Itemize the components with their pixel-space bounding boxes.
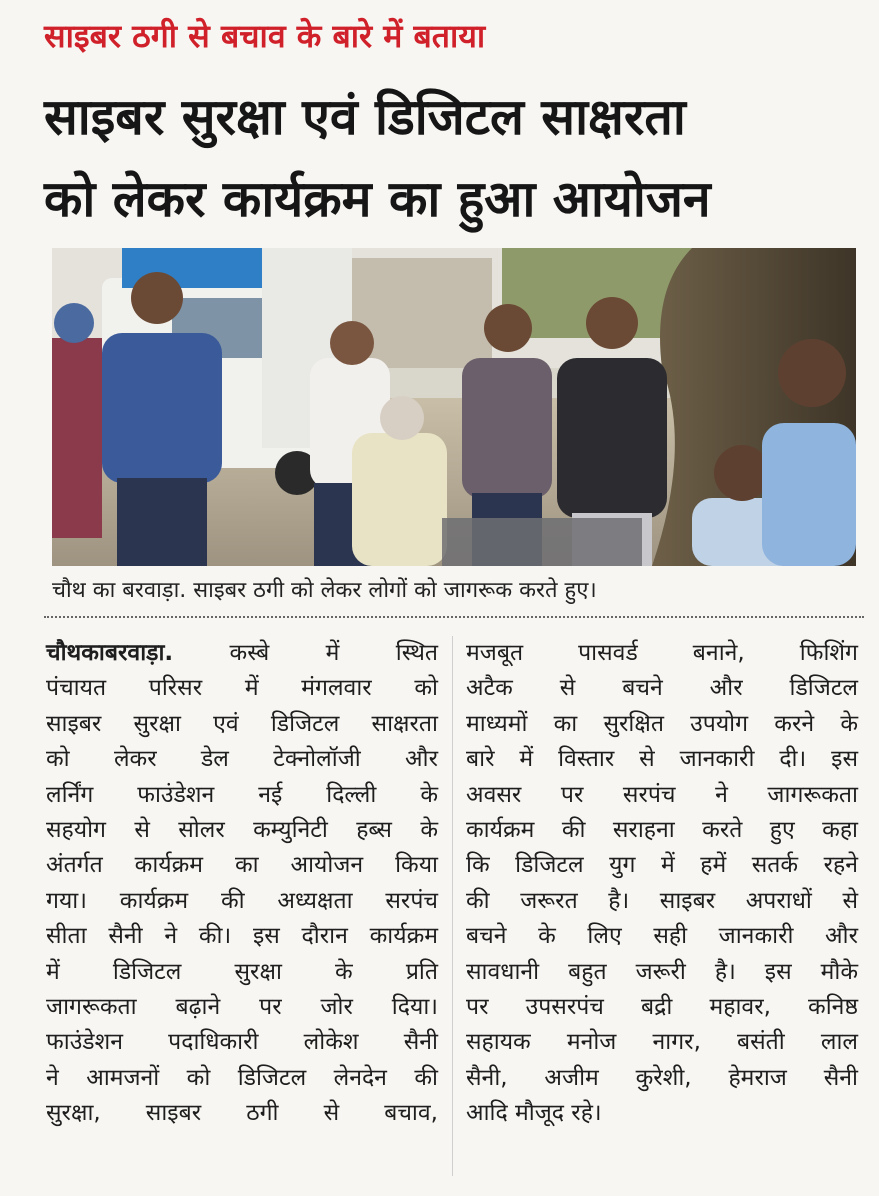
body-line: साइबर सुरक्षा एवं डिजिटल साक्षरता <box>46 710 438 737</box>
body-line: मजबूत पासवर्ड बनाने, फिशिंग <box>466 640 858 666</box>
article-body-right-column <box>466 636 858 1132</box>
body-line: गया। कार्यक्रम की अध्यक्षता सरपंच <box>46 887 438 914</box>
body-line: फाउंडेशन पदाधिकारी लोकेश सैनी <box>46 1029 438 1056</box>
kicker-subheadline: साइबर ठगी से बचाव के बारे में बताया <box>44 17 486 55</box>
body-line: पंचायत परिसर में मंगलवार को <box>46 675 438 702</box>
body-line: ने आमजनों को डिजिटल लेनदेन की <box>46 1064 438 1091</box>
body-line: सहायक मनोज नागर, बसंती लाल <box>466 1029 858 1056</box>
body-line: अटैक से बचने और डिजिटल <box>466 675 858 702</box>
body-line <box>46 636 438 671</box>
headline <box>44 76 864 240</box>
body-line-text: कस्बे में स्थित <box>173 640 438 666</box>
body-line: लर्निंग फाउंडेशन नई दिल्ली के <box>46 781 438 808</box>
body-line: बचने के लिए सही जानकारी और <box>466 923 858 950</box>
body-line: सीता सैनी ने की। इस दौरान कार्यक्रम <box>46 923 438 950</box>
article-body-left-column <box>46 636 438 1132</box>
column-divider <box>452 636 453 1176</box>
body-line: सहयोग से सोलर कम्युनिटी हब्स के <box>46 817 438 844</box>
dateline: चौथकाबरवाड़ा. <box>46 640 174 666</box>
news-photo <box>52 248 856 566</box>
body-line: सावधानी बहुत जरूरी है। इस मौके <box>466 958 858 985</box>
body-line: अंतर्गत कार्यक्रम का आयोजन किया <box>46 852 438 879</box>
news-photo-illustration <box>52 248 856 566</box>
body-line: बारे में विस्तार से जानकारी दी। इस <box>466 746 858 773</box>
headline-line-2: को लेकर कार्यक्रम का हुआ आयोजन <box>44 170 711 228</box>
headline-line-1: साइबर सुरक्षा एवं डिजिटल साक्षरता <box>44 88 686 146</box>
body-line: जागरूकता बढ़ाने पर जोर दिया। <box>46 994 438 1021</box>
body-line: अवसर पर सरपंच ने जागरूकता <box>466 781 858 808</box>
body-line: कार्यक्रम की सराहना करते हुए कहा <box>466 817 858 844</box>
body-line: की जरूरत है। साइबर अपराधों से <box>466 887 858 914</box>
body-line: पर उपसरपंच बद्री महावर, कनिष्ठ <box>466 994 858 1021</box>
caption-divider <box>44 616 864 618</box>
body-line: सुरक्षा, साइबर ठगी से बचाव, <box>46 1100 438 1127</box>
body-line: आदि मौजूद रहे। <box>466 1100 602 1127</box>
photo-caption: चौथ का बरवाड़ा. साइबर ठगी को लेकर लोगों को जागरूक करते हुए। <box>52 578 597 603</box>
body-line: सैनी, अजीम कुरेशी, हेमराज सैनी <box>466 1064 858 1091</box>
body-line: माध्यमों का सुरक्षित उपयोग करने के <box>466 710 858 737</box>
body-line: को लेकर डेल टेक्नोलॉजी और <box>46 746 438 773</box>
body-line: में डिजिटल सुरक्षा के प्रति <box>46 958 438 985</box>
body-line: कि डिजिटल युग में हमें सतर्क रहने <box>466 852 858 879</box>
